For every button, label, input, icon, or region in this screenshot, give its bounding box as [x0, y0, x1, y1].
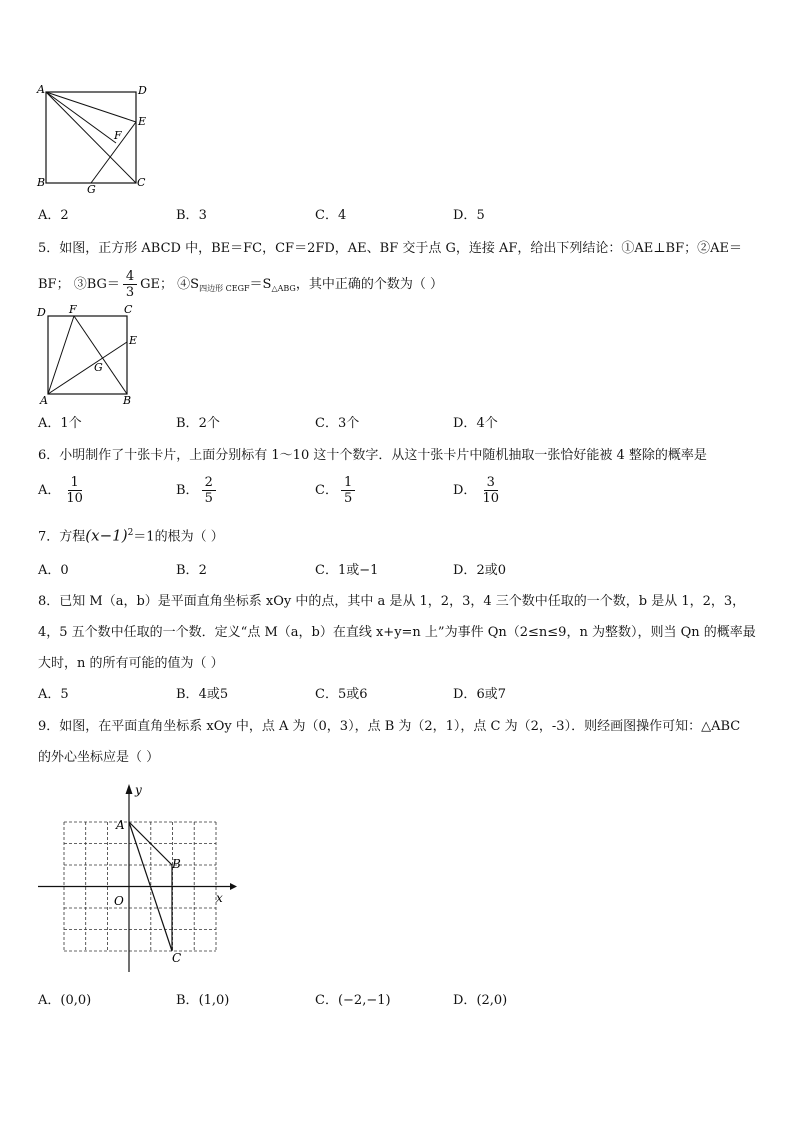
q9-option-b[interactable]: B．(1,0) [176, 993, 230, 1008]
q8-stem-line1: 8．已知 M（a，b）是平面直角坐标系 xOy 中的点，其中 a 是从 1，2，3，4 三个数中任取的一个数，b 是从 1，2，3， [38, 594, 746, 609]
q9-label-a: A [116, 818, 125, 832]
q5-figure [34, 300, 144, 410]
q7-option-b[interactable]: B．2 [176, 563, 207, 578]
q9-label-o: O [114, 894, 124, 908]
q8-option-c[interactable]: C．5或6 [315, 687, 368, 702]
q5-label-f: F [69, 303, 77, 316]
q5-label-d: D [37, 306, 46, 319]
q9-label-y: y [135, 783, 142, 797]
q4-option-d[interactable]: D．5 [453, 208, 485, 223]
q9-label-b: B [172, 857, 181, 871]
q5-stem-line2: BF； ③BG＝ $\frac{4}{3}$ GE； $④S_{四边形 CEGF}=S_{\triangle ABG}$，其中正确的个数为（ ） [38, 269, 443, 300]
q9-y-axis-arrow [126, 784, 133, 794]
q5-label-e: E [129, 334, 138, 347]
q5-fraction: $\frac{4}{3}$ [123, 269, 137, 300]
q8-option-a[interactable]: A．5 [38, 687, 69, 702]
q4-label-a: A [37, 83, 45, 96]
q6-option-a[interactable]: A． $\frac{1}{10}$ [38, 475, 83, 506]
q9-option-d[interactable]: D．(2,0) [453, 993, 508, 1008]
q4-option-a[interactable]: A．2 [38, 208, 69, 223]
q6-option-d[interactable]: D． $\frac{3}{10}$ [453, 475, 499, 506]
q5-option-a[interactable]: A．1个 [38, 416, 82, 431]
q6-option-c[interactable]: C． $\frac{1}{5}$ [315, 473, 358, 509]
q7-equation: (x−1) [85, 526, 128, 545]
q9-x-axis-arrow [230, 883, 237, 890]
q4-label-g: G [87, 183, 96, 195]
q4-figure [34, 80, 154, 195]
q8-option-d[interactable]: D．6或7 [453, 687, 506, 702]
q5-option-c[interactable]: C．3个 [315, 416, 360, 431]
q7-option-a[interactable]: A．0 [38, 563, 69, 578]
q8-option-b[interactable]: B．4或5 [176, 687, 229, 702]
q9-option-c[interactable]: C．(−2,−1) [315, 993, 391, 1008]
q8-stem-line2: 4，5 五个数中任取的一个数．定义“点 M（a，b）在直线 x+y=n 上”为事件 Qn（2≤n≤9，n 为整数），则当 Qn 的概率最 [38, 625, 756, 640]
q4-option-c[interactable]: C．4 [315, 208, 347, 223]
q9-stem-line1: 9．如图，在平面直角坐标系 xOy 中，点 A 为（0，3），点 B 为（2，1），点 C 为（2，-3）．则经画图操作可知：△ABC [38, 719, 741, 734]
q9-label-c: C [172, 951, 182, 965]
q5-label-b: B [123, 394, 132, 407]
q4-label-e: E [138, 115, 147, 128]
q4-option-b[interactable]: B．3 [176, 208, 207, 223]
q7-stem: 7．方程$(x-1)^2=1$的根为（ ） [38, 526, 224, 545]
q5-option-d[interactable]: D．4个 [453, 416, 498, 431]
q5-stem-line1: 5．如图，正方形 ABCD 中，BE＝FC，CF＝2FD，AE、BF 交于点 G，连接 AF，给出下列结论：①AE⊥BF；②AE＝ [38, 241, 742, 256]
q9-stem-line2: 的外心坐标应是（ ） [38, 750, 160, 765]
q6-stem: 6．小明制作了十张卡片，上面分别标有 1～10 这十个数字．从这十张卡片中随机抽取一张恰好能被 4 整除的概率是 [38, 448, 707, 463]
q4-label-b: B [37, 176, 46, 189]
q6-option-b[interactable]: B． $\frac{2}{5}$ [176, 473, 219, 509]
q8-stem-line3: 大时，n 的所有可能的值为（ ） [38, 656, 224, 671]
q9-option-a[interactable]: A．(0,0) [38, 993, 92, 1008]
q7-option-c[interactable]: C．1或−1 [315, 563, 379, 578]
q4-label-f: F [114, 129, 122, 142]
q5-label-c: C [124, 303, 133, 316]
q9-label-x: x [216, 891, 223, 905]
q5-label-a: A [40, 394, 48, 407]
q5-label-g: G [94, 361, 103, 374]
q7-option-d[interactable]: D．2或0 [453, 563, 506, 578]
q5-option-b[interactable]: B．2个 [176, 416, 220, 431]
q4-label-c: C [137, 176, 146, 189]
q9-coordinate-figure [30, 780, 240, 980]
q4-label-d: D [138, 84, 147, 97]
